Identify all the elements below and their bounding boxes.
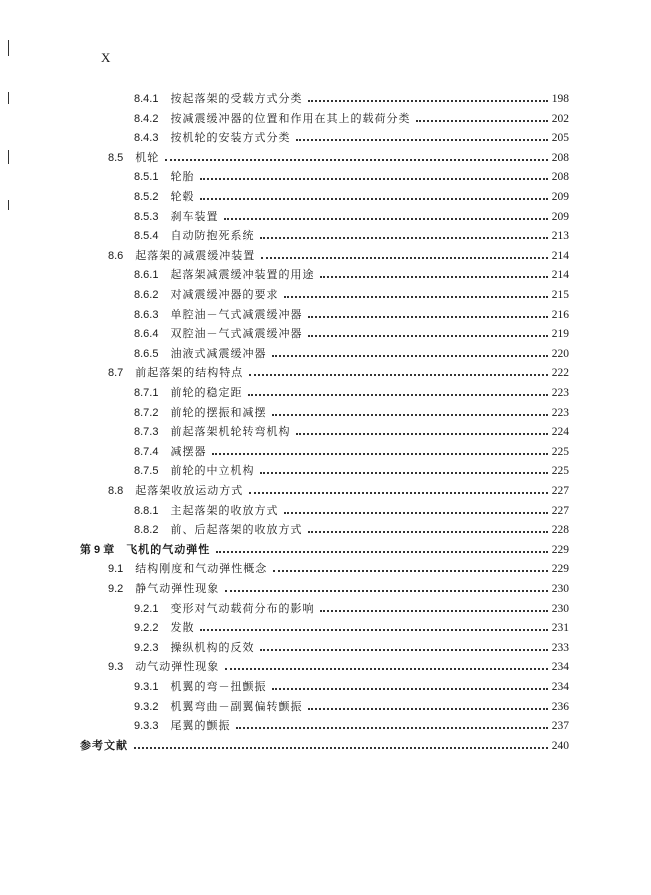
- toc-entry-page: 227: [551, 485, 569, 497]
- toc-entry[interactable]: [134, 500, 569, 518]
- toc-entry-title: 尾翼的颤振: [170, 719, 231, 733]
- dot-leader: [284, 296, 547, 298]
- toc-entry-number: 8.4.1: [134, 93, 159, 105]
- dot-leader: [212, 453, 547, 455]
- dot-leader: [308, 100, 547, 102]
- toc-entry-title: 刹车装置: [170, 209, 219, 223]
- toc-entry-title: 单腔油－气式减震缓冲器: [170, 307, 303, 321]
- toc-entry[interactable]: [134, 598, 569, 616]
- toc-entry[interactable]: [134, 284, 569, 302]
- dot-leader: [272, 688, 547, 690]
- toc-entry-title: 对减震缓冲器的要求: [170, 288, 279, 301]
- toc-entry-number: 8.5.2: [134, 191, 159, 203]
- toc-entry-title: 油液式减震缓冲器: [170, 346, 267, 360]
- toc-entry-title: 按机轮的安装方式分类: [170, 131, 291, 145]
- toc-entry-title: 双腔油－气式减震缓冲器: [170, 327, 303, 341]
- dot-leader: [296, 139, 547, 141]
- toc-entry-number: 8.6.1: [134, 269, 159, 282]
- dot-leader: [320, 276, 547, 278]
- toc-entry[interactable]: [108, 578, 569, 596]
- toc-entry-number: 8.7.3: [134, 426, 159, 439]
- toc-entry-title: 轮胎: [170, 170, 195, 184]
- toc-entry-title: 前起落架机轮转弯机构: [170, 425, 291, 439]
- toc-entry-title: 机翼弯曲－副翼偏转颤振: [170, 699, 303, 713]
- toc-entry-page: 234: [551, 661, 569, 674]
- toc-entry-title: 前轮的稳定距: [170, 386, 243, 399]
- dot-leader: [225, 668, 547, 670]
- toc-entry[interactable]: [134, 127, 569, 145]
- toc-entry-title: 轮毂: [170, 190, 195, 203]
- toc-entry[interactable]: [134, 382, 569, 400]
- toc-entry-number: 9.2.1: [134, 602, 159, 615]
- toc-entry[interactable]: [134, 441, 569, 459]
- toc-entry[interactable]: [134, 460, 569, 478]
- toc-entry-number: 8.7.5: [134, 465, 159, 478]
- toc-entry[interactable]: [108, 656, 569, 674]
- toc-entry-title: 动气动弹性现象: [135, 660, 220, 674]
- toc-entry-title: 起落架减震缓冲装置的用途: [170, 268, 315, 282]
- dot-leader: [236, 727, 547, 729]
- toc-entry-title: 操纵机构的反效: [170, 640, 255, 654]
- toc-entry-page: 214: [551, 249, 569, 262]
- toc-entry-number: 9.2.2: [134, 622, 159, 635]
- toc-entry-title: 结构刚度和气动弹性概念: [135, 562, 268, 576]
- toc-entry[interactable]: [80, 539, 569, 557]
- toc-entry[interactable]: [134, 715, 569, 733]
- toc-entry-page: 216: [551, 308, 569, 321]
- toc-entry-page: 229: [551, 563, 569, 576]
- toc-entry-number: 8.8.1: [134, 504, 159, 517]
- toc-entry[interactable]: [134, 696, 569, 714]
- toc-entry-title: 主起落架的收放方式: [170, 503, 279, 517]
- toc-entry[interactable]: [134, 206, 569, 224]
- toc-entry[interactable]: [134, 186, 569, 204]
- dot-leader: [248, 394, 547, 396]
- toc-entry-number: 8.7: [108, 367, 124, 380]
- toc-entry[interactable]: [134, 108, 569, 126]
- toc-entry-page: 209: [551, 191, 569, 203]
- dot-leader: [272, 355, 547, 357]
- toc-entry[interactable]: [108, 147, 569, 165]
- dot-leader: [416, 120, 547, 122]
- toc-entry-title: 参考文献: [80, 738, 128, 752]
- dot-leader: [260, 237, 547, 239]
- toc-entry-page: 230: [551, 583, 569, 595]
- toc-entry[interactable]: [134, 519, 569, 537]
- toc-entry[interactable]: [134, 225, 569, 243]
- toc-entry[interactable]: [134, 88, 569, 106]
- dot-leader: [273, 570, 547, 572]
- toc-entry-number: 8.5: [108, 151, 124, 164]
- toc-entry-page: 224: [551, 426, 569, 439]
- scan-edge-line: [8, 40, 9, 56]
- dot-leader: [260, 472, 547, 474]
- toc-entry-number: 8.6: [108, 249, 124, 262]
- toc-entry-page: 223: [551, 387, 569, 399]
- toc-entry-page: 202: [551, 112, 569, 125]
- toc-entry[interactable]: [108, 245, 569, 263]
- toc-entry-title: 前、后起落架的收放方式: [170, 523, 303, 537]
- toc-entry[interactable]: [108, 480, 569, 498]
- toc-entry-title: 前轮的中立机构: [170, 464, 255, 478]
- toc-entry-number: 8.4.2: [134, 112, 159, 125]
- dot-leader: [261, 257, 547, 259]
- toc-entry[interactable]: [108, 558, 569, 576]
- toc-entry-number: 8.6.3: [134, 308, 159, 321]
- toc-entry-number: 9.1: [108, 563, 124, 576]
- toc-entry-page: 240: [551, 739, 569, 752]
- toc-entry-page: 205: [551, 132, 569, 145]
- dot-leader: [249, 492, 547, 494]
- toc-entry[interactable]: [108, 362, 569, 380]
- toc-entry[interactable]: [134, 402, 569, 420]
- dot-leader: [224, 218, 547, 220]
- dot-leader: [165, 159, 547, 161]
- dot-leader: [308, 316, 547, 318]
- toc-entry-number: 9.2: [108, 583, 124, 595]
- toc-entry[interactable]: [134, 343, 569, 361]
- toc-entry-title: 前轮的摆振和减摆: [170, 405, 267, 419]
- scan-edge-line: [8, 92, 9, 104]
- toc-entry-title: 静气动弹性现象: [135, 582, 220, 595]
- toc-entry-title: 变形对气动载荷分布的影响: [170, 601, 315, 615]
- toc-entry-title: 机轮: [135, 150, 160, 164]
- toc-entry-page: 229: [551, 543, 569, 556]
- toc-entry[interactable]: [134, 166, 569, 184]
- toc-entry[interactable]: [134, 617, 569, 635]
- toc-entry-number: 8.6.5: [134, 347, 159, 360]
- dot-leader: [308, 335, 547, 337]
- toc-entry-title: 发散: [170, 621, 195, 635]
- toc-entry-page: 215: [551, 289, 569, 301]
- toc-entry-page: 230: [551, 602, 569, 615]
- toc-entry[interactable]: [134, 323, 569, 341]
- toc-entry-title: 起落架收放运动方式: [135, 484, 244, 497]
- dot-leader: [200, 629, 547, 631]
- toc-entry[interactable]: [134, 421, 569, 439]
- toc-entry-title: 飞机的气动弹性: [126, 542, 211, 556]
- dot-leader: [200, 198, 547, 200]
- toc-entry-page: 236: [551, 700, 569, 713]
- dot-leader: [216, 551, 548, 553]
- toc-entry-number: 8.5.3: [134, 210, 159, 223]
- toc-entry-number: 8.7.4: [134, 445, 159, 458]
- toc-entry-page: 214: [551, 269, 569, 282]
- toc-entry[interactable]: [134, 637, 569, 655]
- toc-entry-number: 8.6.2: [134, 289, 159, 301]
- toc-entry-title: 减摆器: [170, 444, 207, 458]
- toc-entry-number: 9.3.2: [134, 700, 159, 713]
- toc-entry-title: 机翼的弯－扭颤振: [170, 680, 267, 693]
- dot-leader: [308, 708, 547, 710]
- toc-entry-page: 233: [551, 641, 569, 654]
- toc-entry-number: 8.5.1: [134, 171, 159, 184]
- toc-entry-page: 231: [551, 622, 569, 635]
- toc-entry-page: 234: [551, 681, 569, 693]
- dot-leader: [284, 512, 547, 514]
- toc-entry-page: 237: [551, 720, 569, 733]
- toc-entry-page: 225: [551, 445, 569, 458]
- scan-edge-line: [8, 200, 9, 210]
- toc-entry-page: 222: [551, 367, 569, 380]
- toc-entry-number: 8.5.4: [134, 230, 159, 243]
- toc-entry-page: 208: [551, 151, 569, 164]
- dot-leader: [260, 649, 547, 651]
- toc-entry-page: 219: [551, 328, 569, 341]
- page-number-roman: X: [101, 50, 111, 65]
- toc-entry-page: 208: [551, 171, 569, 184]
- dot-leader: [308, 531, 547, 533]
- toc-entry-title: 按减震缓冲器的位置和作用在其上的载荷分类: [170, 111, 411, 125]
- toc-entry-title: 前起落架的结构特点: [135, 366, 244, 380]
- toc-entry-page: 227: [551, 504, 569, 517]
- dot-leader: [272, 414, 547, 416]
- toc-entry[interactable]: [134, 264, 569, 282]
- toc-entry-page: 198: [551, 93, 569, 105]
- toc-entry-number: 9.2.3: [134, 641, 159, 654]
- dot-leader: [225, 590, 547, 592]
- toc-entry-number: 8.8: [108, 485, 124, 497]
- toc-entry-title: 自动防抱死系统: [170, 229, 255, 243]
- dot-leader: [134, 747, 548, 749]
- toc-entry-number: 8.8.2: [134, 524, 159, 537]
- dot-leader: [296, 433, 547, 435]
- toc-entry[interactable]: [80, 735, 569, 753]
- toc-entry-number: 8.7.2: [134, 406, 159, 419]
- toc-entry-page: 223: [551, 406, 569, 419]
- toc-entry-page: 228: [551, 524, 569, 537]
- toc-entry-page: 213: [551, 230, 569, 243]
- dot-leader: [320, 610, 547, 612]
- toc-entry-page: 220: [551, 347, 569, 360]
- scan-edge-line: [8, 150, 9, 164]
- dot-leader: [200, 178, 547, 180]
- toc-entry-title: 按起落架的受载方式分类: [170, 92, 303, 105]
- toc-entry-number: 9.3.1: [134, 681, 159, 693]
- toc-entry-number: 第 9 章: [80, 543, 115, 556]
- toc-entry-number: 9.3: [108, 661, 124, 674]
- toc-entry-number: 8.4.3: [134, 132, 159, 145]
- dot-leader: [249, 374, 547, 376]
- toc-entry-page: 225: [551, 465, 569, 478]
- toc-entry-number: 9.3.3: [134, 720, 159, 733]
- toc-entry-title: 起落架的减震缓冲装置: [135, 248, 256, 262]
- toc-entry-number: 8.7.1: [134, 387, 159, 399]
- toc-entry[interactable]: [134, 304, 569, 322]
- toc-entry-page: 209: [551, 210, 569, 223]
- toc-entry[interactable]: [134, 676, 569, 694]
- toc-entry-number: 8.6.4: [134, 328, 159, 341]
